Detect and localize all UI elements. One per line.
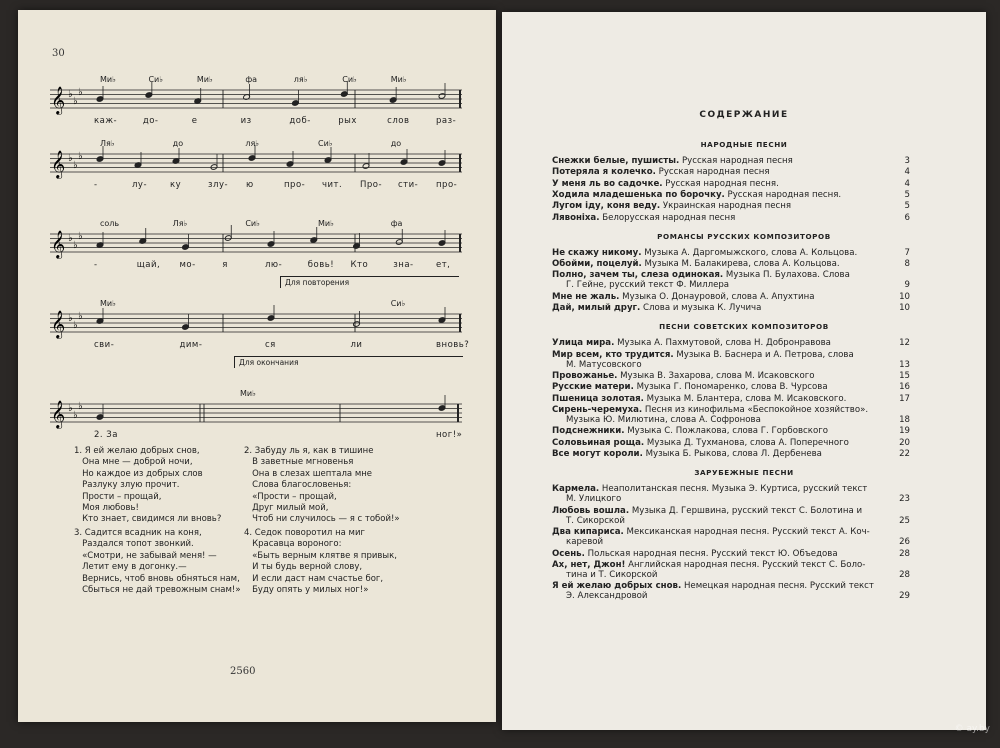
toc-entry bbox=[552, 178, 910, 189]
flat-sign-icon: ♭ bbox=[73, 240, 78, 251]
toc-entry bbox=[552, 449, 910, 459]
toc-entry bbox=[552, 201, 910, 212]
toc-entry-continuation: каревой bbox=[566, 537, 604, 548]
music-staff bbox=[50, 219, 462, 287]
toc-entry-title: Подснежники. bbox=[552, 426, 625, 437]
lyric-syllable: доб- bbox=[289, 116, 311, 126]
flat-sign-icon: ♭ bbox=[73, 410, 78, 421]
toc-page-number: 10 bbox=[899, 303, 910, 314]
right-page bbox=[502, 12, 986, 730]
toc-entry-title: Любовь вошла. bbox=[552, 505, 630, 516]
lyric-syllable: про- bbox=[436, 180, 458, 190]
toc-entry-title: Два кипариса. bbox=[552, 527, 624, 538]
toc-page-number: 6 bbox=[904, 212, 910, 223]
lyric-syllable: каж- bbox=[94, 116, 118, 126]
verse-2: 3. Садится всадник на коня, Раздался топот звонкий. «Смотри, не забывай меня! — Летит ему в догонку.— Вернись, чтоб вновь обняться нам, Сбыться не дай тревожным снам!» bbox=[74, 528, 241, 596]
toc-entry-credit: Белорусская народная песня bbox=[599, 212, 736, 223]
toc-entry-credit: Слова и музыка К. Лучича bbox=[640, 303, 762, 314]
chord-symbol: Ля♭ bbox=[172, 219, 188, 228]
left-page bbox=[18, 10, 496, 722]
chord-symbol: фа bbox=[390, 219, 403, 228]
toc-entry-title: Полно, зачем ты, слеза одинокая. bbox=[552, 270, 724, 281]
lyric-syllable: лю- bbox=[265, 260, 283, 270]
lyric-syllable: из bbox=[240, 116, 252, 126]
lyric-syllable: мо- bbox=[179, 260, 196, 270]
music-staff bbox=[50, 139, 462, 190]
toc-entry-title: Потеряла я колечко. bbox=[552, 167, 656, 178]
toc-entry-title: Кармела. bbox=[552, 484, 600, 495]
chord-symbol: ля♭ bbox=[245, 139, 260, 148]
treble-clef-icon: 𝄞 bbox=[51, 400, 66, 428]
lyric-syllable: ли bbox=[350, 340, 363, 350]
chord-symbol: Си♭ bbox=[245, 219, 260, 228]
lyric-syllable: лу- bbox=[132, 180, 148, 190]
treble-clef-icon: 𝄞 bbox=[51, 230, 66, 258]
toc-entry-title: Снежки белые, пушисты. bbox=[552, 156, 680, 166]
toc-entry-title: Я ей желаю добрых снов. bbox=[552, 581, 682, 592]
flat-sign-icon: ♭ bbox=[68, 233, 73, 244]
music-staff bbox=[50, 299, 470, 367]
toc-entry bbox=[552, 505, 910, 526]
toc-entry bbox=[552, 371, 910, 382]
toc-entry bbox=[552, 426, 910, 437]
toc-entry-credit: Немецкая народная песня. Русский текст bbox=[681, 581, 874, 592]
chord-symbol: Ми♭ bbox=[196, 75, 213, 84]
toc-entry bbox=[552, 291, 910, 302]
toc-entry bbox=[552, 581, 910, 602]
chord-symbol: до bbox=[172, 139, 184, 148]
toc-entry-credit: Музыка Г. Пономаренко, слова В. Чурсова bbox=[633, 382, 828, 393]
lyric-syllable: ю bbox=[246, 180, 254, 190]
toc-entry-title: Сирень-черемуха. bbox=[552, 405, 643, 415]
lyric-syllable: бовь! bbox=[307, 260, 335, 270]
lyric-syllable: е bbox=[191, 116, 198, 126]
toc-entry bbox=[552, 484, 910, 505]
lyric-syllable: раз- bbox=[436, 116, 457, 126]
toc-entry-credit: Русская народная песня. bbox=[662, 178, 779, 189]
flat-sign-icon: ♭ bbox=[78, 311, 83, 322]
toc-entry-continuation: Г. Гейне, русский текст Ф. Миллера bbox=[566, 280, 730, 291]
lyric-syllable: дим- bbox=[179, 340, 203, 350]
toc-entry-title: Русские матери. bbox=[552, 382, 634, 393]
toc-entry bbox=[552, 259, 910, 270]
toc-entry-credit: Музыка Д. Гершвина, русский текст С. Болотина и bbox=[629, 505, 863, 516]
toc-entry bbox=[552, 338, 910, 349]
toc-entry-title: Все могут короли. bbox=[552, 449, 643, 459]
staff-lines bbox=[50, 86, 462, 114]
toc-entry bbox=[552, 189, 910, 200]
toc-entry-title: Провожанье. bbox=[552, 371, 618, 382]
lyric-syllable: я bbox=[222, 260, 228, 270]
toc-entry bbox=[552, 212, 910, 223]
flat-sign-icon: ♭ bbox=[78, 401, 83, 412]
toc-entry bbox=[552, 393, 910, 404]
toc-entry bbox=[552, 527, 910, 548]
toc-entry bbox=[552, 548, 910, 559]
toc-entry-continuation: тина и Т. Сикорской bbox=[566, 569, 658, 580]
lyric-syllable: зна- bbox=[393, 260, 414, 270]
toc-page-number: 13 bbox=[899, 359, 910, 370]
toc-entry-title: Улица мира. bbox=[552, 338, 615, 349]
toc-entry-credit: Музыка А. Даргомыжского, слова А. Кольцова. bbox=[641, 247, 858, 258]
toc-page-number: 25 bbox=[899, 515, 910, 526]
toc-entry bbox=[552, 559, 910, 580]
toc-entry-title: Лугом іду, коня веду. bbox=[552, 201, 661, 212]
toc-entry-continuation: Т. Сикорской bbox=[566, 515, 625, 526]
flat-sign-icon: ♭ bbox=[73, 320, 78, 331]
chord-symbol: Ля♭ bbox=[100, 139, 115, 148]
lyric-syllable: Кто bbox=[350, 260, 369, 270]
toc-entry bbox=[552, 167, 910, 178]
toc-entry bbox=[552, 437, 910, 448]
toc-entry-credit: Английская народная песня. Русский текст С. Боло- bbox=[625, 559, 866, 570]
chord-symbol: Си♭ bbox=[390, 299, 406, 308]
lyric-syllable: ся bbox=[265, 340, 276, 350]
chord-symbol: Си♭ bbox=[318, 139, 333, 148]
toc-entry-credit: Русская народная песня bbox=[655, 167, 770, 178]
toc-entry-title: Пшеница золотая. bbox=[552, 393, 644, 404]
toc-entry-title: Обойми, поцелуй. bbox=[552, 259, 642, 270]
toc-page-number: 28 bbox=[899, 569, 910, 580]
toc-entry bbox=[552, 303, 910, 314]
footer-code: 2560 bbox=[230, 666, 256, 677]
treble-clef-icon: 𝄞 bbox=[51, 310, 66, 338]
chord-symbol: Си♭ bbox=[342, 75, 357, 84]
toc-entry-credit: Музыка П. Булахова. Слова bbox=[723, 270, 850, 281]
toc-entry-title: Дай, милый друг. bbox=[552, 303, 641, 314]
toc-entry-title: У меня ль во садочке. bbox=[552, 178, 663, 189]
lyric-syllable: ног!» bbox=[436, 430, 463, 440]
toc-entry-credit: Музыка В. Баснера и А. Петрова, слова bbox=[673, 349, 854, 360]
flat-sign-icon: ♭ bbox=[78, 87, 83, 98]
lyric-syllable: щай, bbox=[136, 260, 161, 270]
chord-symbol: Ми♭ bbox=[100, 75, 116, 84]
verse-4: 4. Седок поворотил на миг Красавца вороного: «Быть верным клятве я привык, И ты будь верной слову, И если даст нам счастье бог, Буду опять у милых ног!» bbox=[244, 528, 397, 596]
lyric-syllable: сти- bbox=[398, 180, 419, 190]
lyric-syllable: злу- bbox=[208, 180, 229, 190]
toc-page-number: 12 bbox=[899, 338, 910, 349]
toc-entry bbox=[552, 247, 910, 258]
toc-entry-credit: Мексиканская народная песня. Русский текст А. Коч- bbox=[623, 527, 870, 538]
toc-entry-continuation: Музыка Ю. Милютина, слова А. Софронова bbox=[566, 415, 761, 426]
toc-entry-title: Ах, нет, Джон! bbox=[552, 559, 626, 570]
toc-page-number: 18 bbox=[899, 415, 910, 426]
toc-entry-continuation: М. Матусовского bbox=[566, 359, 642, 370]
toc-entry bbox=[552, 156, 910, 166]
lyric-syllable: до- bbox=[142, 116, 159, 126]
toc-entry bbox=[552, 349, 910, 370]
toc-entry-title: Мне не жаль. bbox=[552, 291, 620, 302]
toc-page-number: 3 bbox=[904, 156, 910, 166]
toc-entry-continuation: М. Улицкого bbox=[566, 494, 622, 505]
toc-entry-credit: Польская народная песня. Русский текст Ю. Объедова bbox=[584, 548, 838, 559]
chord-symbol: ля♭ bbox=[293, 75, 308, 84]
toc-page-number: 5 bbox=[904, 201, 910, 212]
repeat-bracket-label: Для окончания bbox=[234, 356, 463, 368]
toc-title: СОДЕРЖАНИЕ bbox=[699, 110, 789, 120]
flat-sign-icon: ♭ bbox=[68, 153, 73, 164]
toc-entry-title: Лявоніха. bbox=[552, 212, 600, 223]
flat-sign-icon: ♭ bbox=[73, 96, 78, 107]
lyric-syllable: 2. За bbox=[94, 430, 118, 440]
toc-entry-credit: Русская народная песня bbox=[679, 156, 793, 166]
flat-sign-icon: ♭ bbox=[68, 403, 73, 414]
page-number: 30 bbox=[52, 48, 65, 59]
toc-entry-title: Мир всем, кто трудится. bbox=[552, 349, 674, 360]
toc-page-number: 19 bbox=[899, 426, 910, 437]
treble-clef-icon: 𝄞 bbox=[51, 150, 66, 178]
music-staff bbox=[50, 75, 462, 126]
toc-entry-title: Соловьиная роща. bbox=[552, 437, 645, 448]
music-staff bbox=[50, 389, 463, 440]
lyric-syllable: - bbox=[94, 180, 98, 190]
watermark: © ay.by bbox=[954, 724, 990, 734]
chord-symbol: Ми♭ bbox=[318, 219, 334, 228]
lyric-syllable: чит. bbox=[322, 180, 343, 190]
toc-page-number: 16 bbox=[899, 382, 910, 393]
toc-page-number: 8 bbox=[904, 259, 910, 270]
toc-entry-title: Ходила младешенька по борочку. bbox=[552, 189, 725, 200]
toc-entry-credit: Русская народная песня. bbox=[724, 189, 842, 200]
toc-page-number: 29 bbox=[899, 591, 910, 602]
toc-entry-credit: Неаполитанская песня. Музыка Э. Куртиса, русский текст bbox=[599, 484, 868, 495]
toc-page-number: 28 bbox=[899, 548, 910, 559]
chord-symbol: до bbox=[390, 139, 402, 148]
staff-lines bbox=[50, 310, 462, 338]
toc-entry-credit: Песня из кинофильма «Беспокойное хозяйство». bbox=[642, 405, 869, 415]
toc-entry-title: Осень. bbox=[552, 548, 585, 559]
lyric-syllable: про- bbox=[284, 180, 306, 190]
toc-entry-title: Не скажу никому. bbox=[552, 247, 642, 258]
chord-symbol: соль bbox=[100, 219, 120, 228]
toc-page-number: 4 bbox=[904, 167, 910, 178]
verse-3: 2. Забуду ль я, как в тишине В заветные мгновенья Она в слезах шептала мне Слова благословенья: «Прости – прощай, Друг милый мой, Чтоб ни случилось — я с тобой!» bbox=[244, 446, 400, 525]
lyric-syllable: сви- bbox=[94, 340, 115, 350]
chord-symbol: Ми♭ bbox=[100, 299, 116, 308]
toc-page-number: 20 bbox=[899, 437, 910, 448]
toc-entry-credit: Музыка С. Пожлакова, слова Г. Горбовского bbox=[624, 426, 828, 437]
flat-sign-icon: ♭ bbox=[73, 160, 78, 171]
toc-page-number: 9 bbox=[904, 280, 910, 291]
staff-lines bbox=[50, 150, 462, 178]
lyric-syllable: слов bbox=[387, 116, 410, 126]
toc-page-number: 23 bbox=[899, 494, 910, 505]
toc-section-heading: НАРОДНЫЕ ПЕСНИ bbox=[700, 140, 788, 149]
toc-entry-credit: Украинская народная песня bbox=[660, 201, 792, 212]
toc-entry bbox=[552, 270, 910, 291]
toc-entry-credit: Музыка М. Балакирева, слова А. Кольцова. bbox=[641, 259, 840, 270]
toc-page-number: 26 bbox=[899, 537, 910, 548]
flat-sign-icon: ♭ bbox=[68, 89, 73, 100]
staff-lines bbox=[50, 230, 462, 258]
lyric-syllable: ку bbox=[170, 180, 182, 190]
lyric-syllable: вновь? bbox=[436, 340, 470, 350]
lyric-syllable: Про- bbox=[360, 180, 383, 190]
toc-page-number: 5 bbox=[904, 189, 910, 200]
treble-clef-icon: 𝄞 bbox=[51, 86, 66, 114]
toc-entry-credit: Музыка Б. Рыкова, слова Л. Дербенева bbox=[642, 449, 822, 459]
chord-symbol: Си♭ bbox=[148, 75, 163, 84]
lyric-syllable: ет, bbox=[436, 260, 451, 270]
flat-sign-icon: ♭ bbox=[78, 151, 83, 162]
toc-entry bbox=[552, 382, 910, 393]
toc-section-heading: ЗАРУБЕЖНЫЕ ПЕСНИ bbox=[694, 468, 794, 478]
verse-1: 1. Я ей желаю добрых снов, Она мне — доброй ночи, Но каждое из добрых слов Разлуку злую прочит. Прости – прощай, Моя любовь! Кто знает, свидимся ли вновь? bbox=[74, 446, 222, 525]
chord-symbol: Ми♭ bbox=[240, 389, 256, 398]
toc-page-number: 15 bbox=[899, 371, 910, 382]
flat-sign-icon: ♭ bbox=[78, 231, 83, 242]
toc-page-number: 4 bbox=[904, 178, 910, 189]
chord-symbol: фа bbox=[245, 75, 258, 84]
toc-page-number: 22 bbox=[899, 449, 910, 459]
repeat-bracket-label: Для повторения bbox=[280, 276, 459, 288]
lyric-syllable: - bbox=[94, 260, 98, 270]
toc-entry-credit: Музыка О. Донауровой, слова А. Апухтина bbox=[619, 291, 815, 302]
lyric-syllable: рых bbox=[338, 116, 357, 126]
chord-symbol: Ми♭ bbox=[390, 75, 407, 84]
toc-page-number: 17 bbox=[899, 393, 910, 404]
flat-sign-icon: ♭ bbox=[68, 313, 73, 324]
staff-lines bbox=[50, 400, 462, 428]
toc-section-heading: РОМАНСЫ РУССКИХ КОМПОЗИТОРОВ bbox=[657, 231, 831, 241]
toc-page-number: 7 bbox=[904, 247, 910, 258]
toc-entry-credit: Музыка А. Пахмутовой, слова Н. Добронравова bbox=[614, 338, 831, 349]
toc-entry-credit: Музыка М. Блантера, слова М. Исаковского. bbox=[643, 393, 847, 404]
toc-entry-continuation: Э. Александровой bbox=[566, 591, 648, 602]
toc-entry bbox=[552, 405, 910, 426]
toc-page-number: 10 bbox=[899, 291, 910, 302]
toc-entry-credit: Музыка В. Захарова, слова М. Исаковского bbox=[617, 371, 815, 382]
toc-section-heading: ПЕСНИ СОВЕТСКИХ КОМПОЗИТОРОВ bbox=[659, 322, 829, 332]
toc-entry-credit: Музыка Д. Тухманова, слова А. Поперечного bbox=[644, 437, 849, 448]
